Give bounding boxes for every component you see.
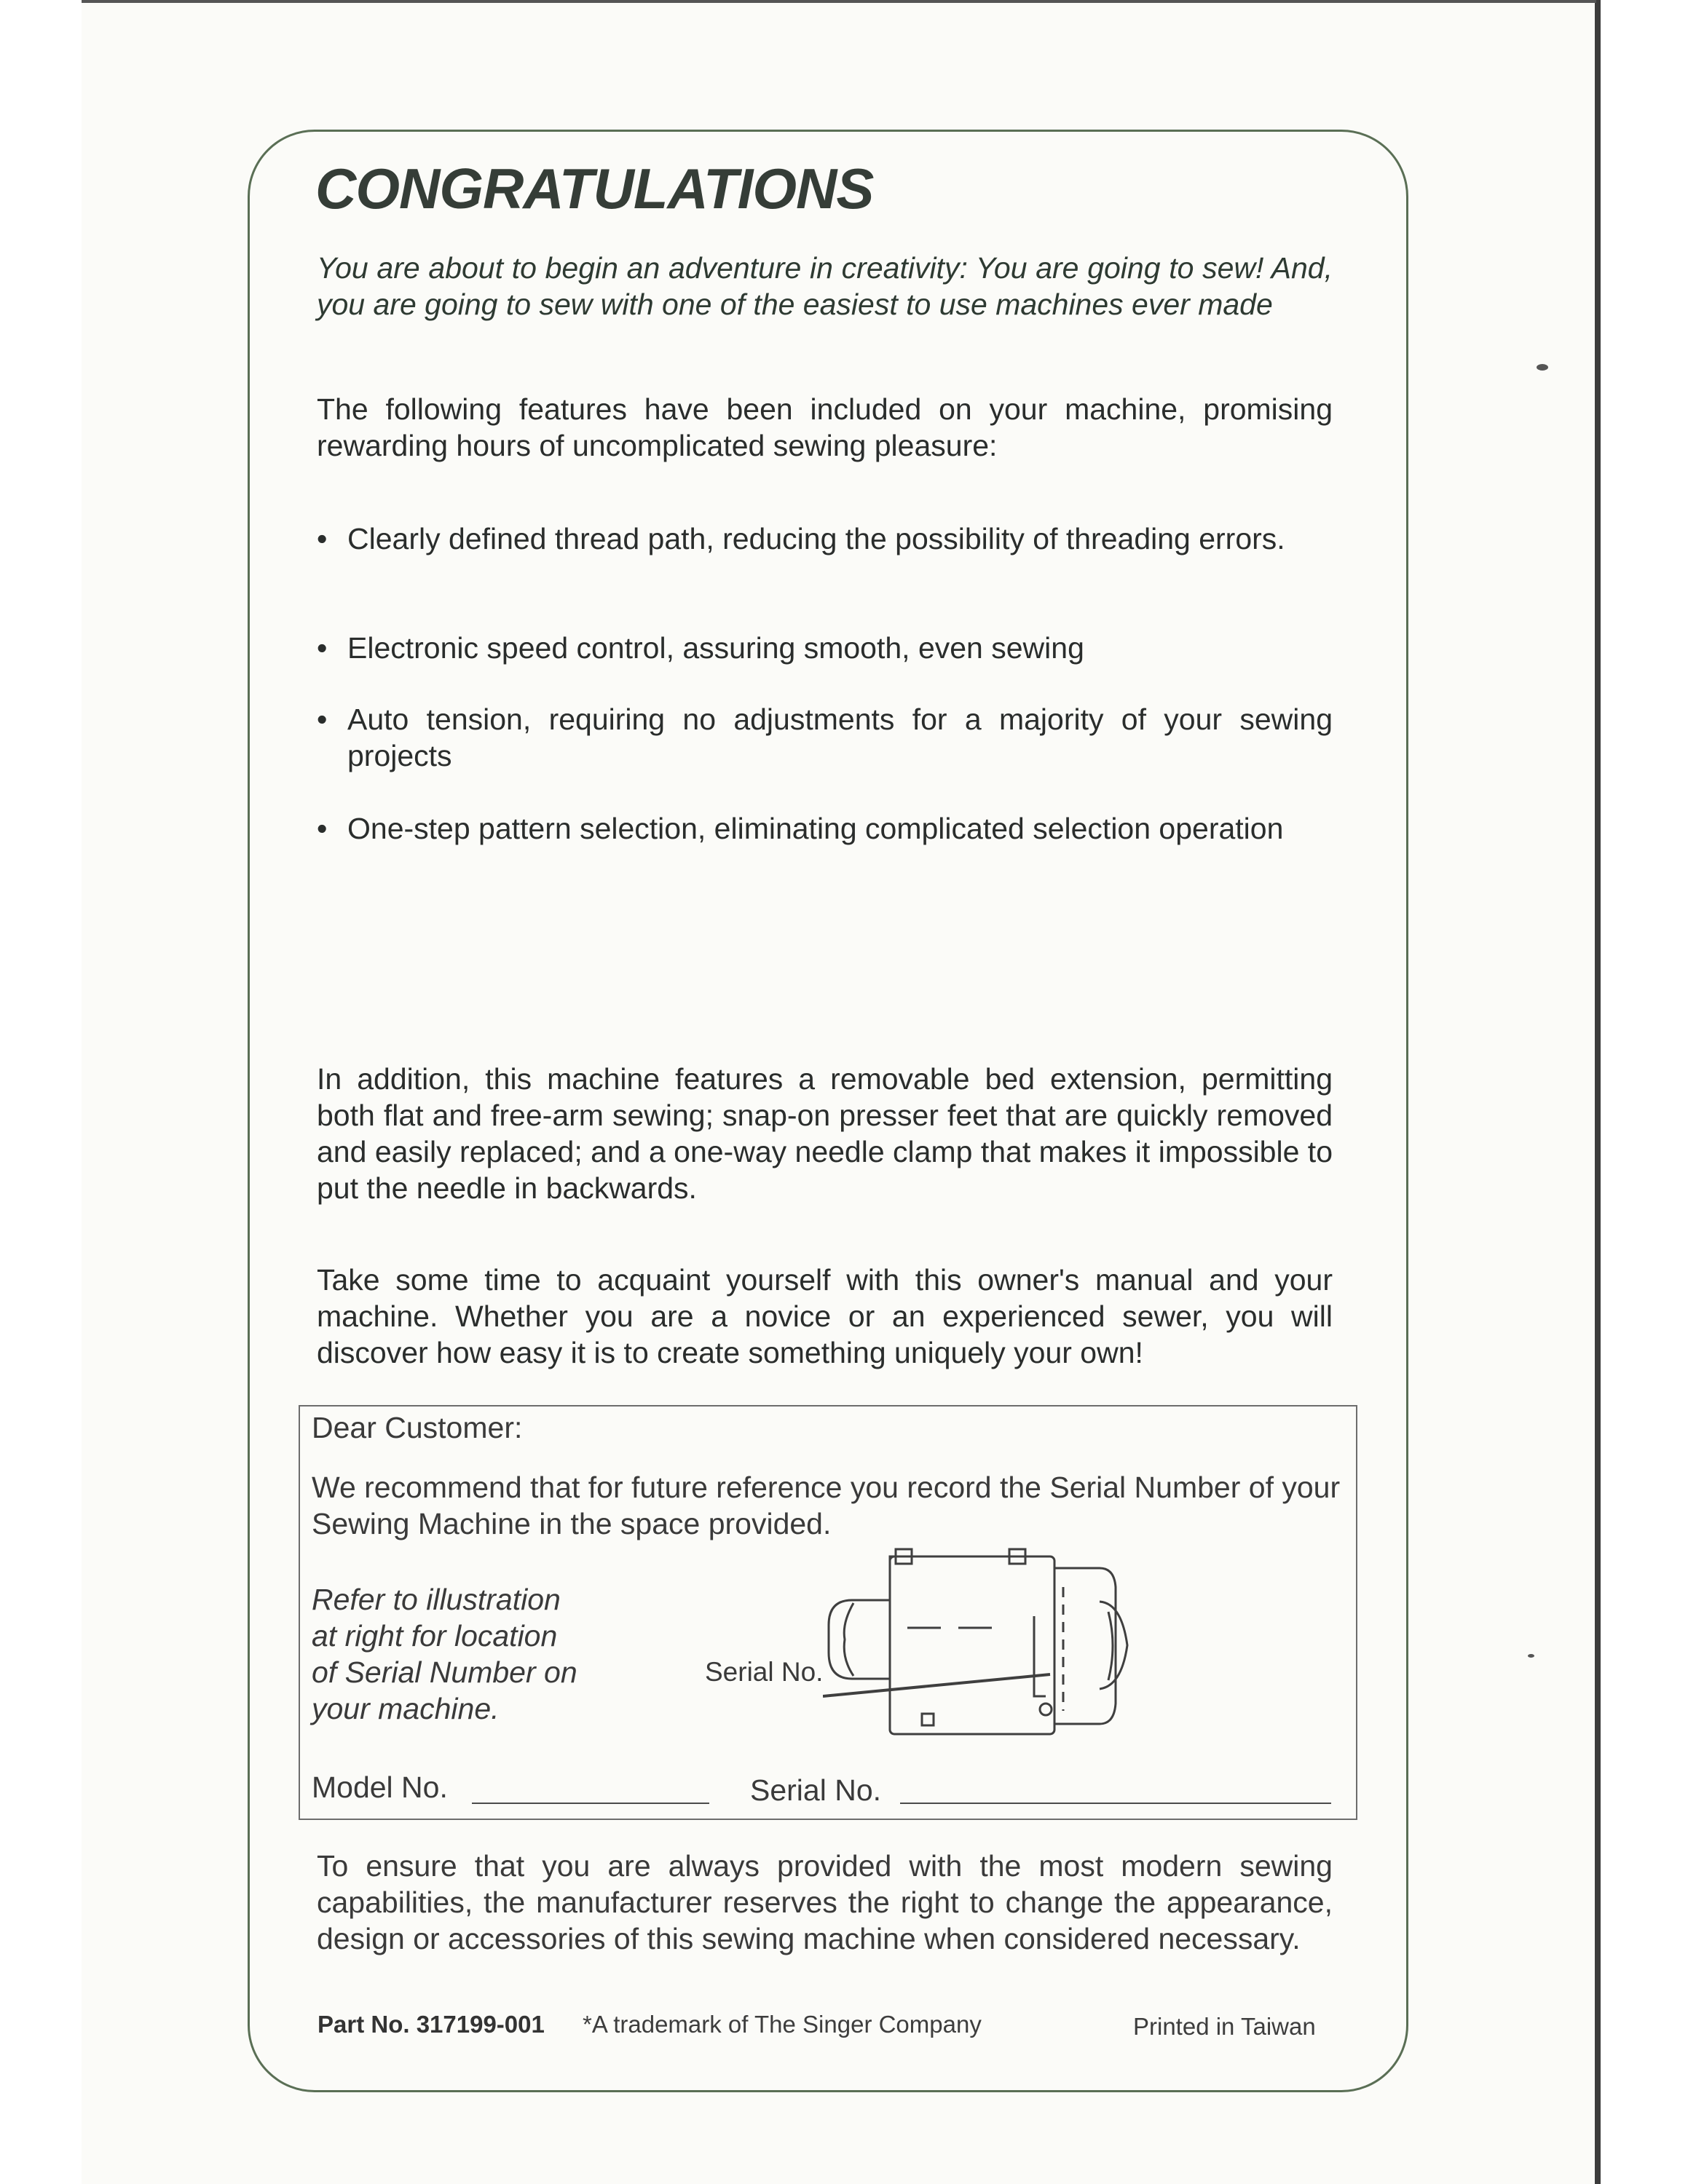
feature-text: Auto tension, requiring no adjustments for a majority of your sewing projects (347, 703, 1333, 772)
feature-item (317, 810, 1333, 847)
model-number-label: Model No. (312, 1770, 448, 1804)
printed-in: Printed in Taiwan (1133, 2013, 1316, 2040)
addition-paragraph: In addition, this machine features a removable bed extension, permitting both flat and free-arm sewing; snap-on presser feet that are quickly removed and easily replaced; and a one-way needle clamp that makes it impossible to put the needle in backwards. (317, 1062, 1333, 1205)
serial-number-label: Serial No. (750, 1773, 882, 1807)
serial-callout-label: Serial No. (705, 1657, 824, 1687)
scan-margin-left (0, 0, 82, 2184)
scan-edge-top (82, 0, 1596, 3)
feature-item (317, 630, 1333, 666)
model-number-field[interactable] (472, 1803, 709, 1804)
features-intro: The following features have been included on your machine, promising rewarding hours of uncomplicated sewing pleasure: (317, 392, 1333, 462)
scan-edge-line (1595, 0, 1601, 2184)
scan-speck (1528, 1654, 1534, 1658)
customer-greeting: Dear Customer: (312, 1411, 523, 1444)
feature-item (317, 701, 1333, 774)
notice-paragraph: To ensure that you are always provided with the most modern sewing capabilities, the manufacturer reserves the right to change the appearance, design or accessories of this sewing machine when considered necessary. (317, 1849, 1333, 1955)
bullet-icon: • (317, 631, 328, 665)
refer-line: of Serial Number on (312, 1655, 577, 1689)
scan-margin-right (1599, 0, 1688, 2184)
part-number: Part No. 317199-001 (318, 2011, 545, 2038)
feature-text: Electronic speed control, assuring smooth, even sewing (347, 631, 1084, 665)
feature-text: One-step pattern selection, eliminating complicated selection operation (347, 812, 1284, 845)
trademark-note: *A trademark of The Singer Company (583, 2011, 982, 2038)
free-arm-outline (829, 1600, 890, 1679)
serial-recommendation: We recommend that for future reference you record the Serial Number of your Sewing Machine in the space provided. (312, 1471, 1341, 1540)
acquaint-paragraph: Take some time to acquaint yourself with this owner's manual and your machine. Whether you are a novice or an experienced sewer, you will discover how easy it is to create something uniquely your own! (317, 1263, 1333, 1369)
refer-line: Refer to illustration (312, 1583, 561, 1616)
machine-body-outline (890, 1556, 1054, 1734)
refer-line: your machine. (312, 1692, 500, 1725)
free-arm-curve (844, 1603, 853, 1676)
corner-bolt (922, 1714, 934, 1725)
corner-bolt (1040, 1704, 1052, 1715)
bullet-icon: • (317, 812, 328, 845)
bullet-icon: • (317, 703, 328, 736)
internal-detail (1034, 1616, 1046, 1696)
feature-item (317, 521, 1333, 557)
serial-number-field[interactable] (900, 1803, 1331, 1804)
intro-paragraph: You are about to begin an adventure in creativity: You are going to sew! And, you are going to sew with one of the easiest to use machines ever made (317, 251, 1333, 321)
handwheel-inner (1108, 1612, 1113, 1680)
page-title: CONGRATULATIONS (315, 157, 874, 221)
scan-speck (1537, 364, 1548, 371)
bullet-icon: • (317, 522, 328, 555)
machine-illustration (823, 1536, 1318, 1754)
feature-text: Clearly defined thread path, reducing the possibility of threading errors. (347, 522, 1285, 555)
refer-line: at right for location (312, 1619, 558, 1653)
